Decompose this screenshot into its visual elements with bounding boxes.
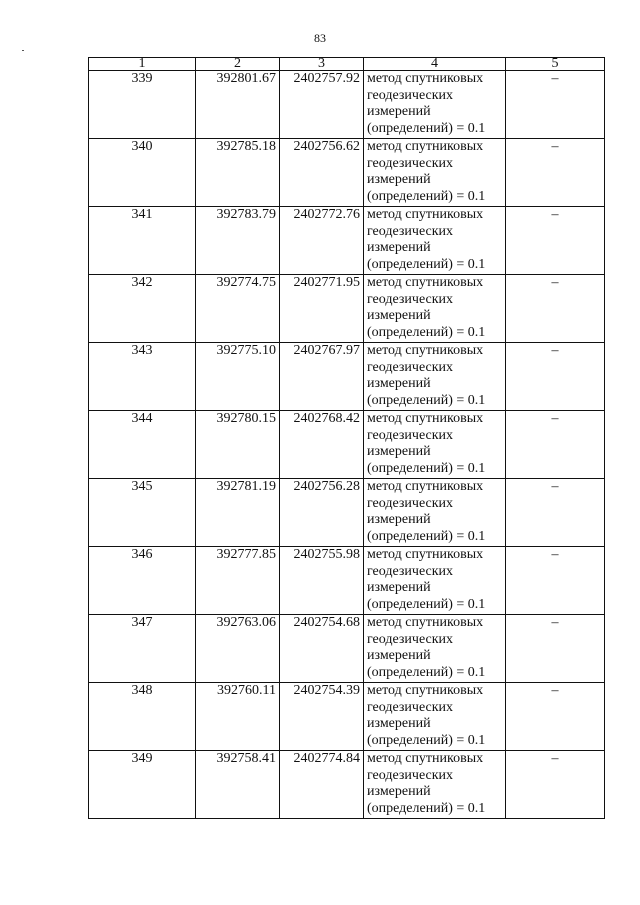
column-header: 2 [196, 58, 280, 71]
table-body [89, 58, 605, 819]
y-coordinate-cell: 2402756.28 [280, 479, 364, 547]
point-number-cell: 340 [89, 139, 196, 207]
method-text-line: геодезических [367, 223, 454, 239]
method-text-line: измерений [367, 376, 431, 392]
table-row [89, 751, 605, 819]
table-row [89, 683, 605, 751]
method-text-line: (определений) = 0.1 [367, 664, 486, 680]
method-text-line: (определений) = 0.1 [367, 256, 486, 272]
y-coordinate-cell: 2402755.98 [280, 547, 364, 615]
y-coordinate-cell: 2402757.92 [280, 71, 364, 139]
y-coordinate-cell: 2402767.97 [280, 343, 364, 411]
point-number-cell: 346 [89, 547, 196, 615]
x-coordinate-cell: 392783.79 [196, 207, 280, 275]
table-row [89, 343, 605, 411]
method-text-line: метод спутниковых [367, 615, 484, 630]
point-number-cell: 342 [89, 275, 196, 343]
description-cell: – [506, 411, 605, 479]
method-text-line: геодезических [367, 291, 454, 307]
method-text-line: (определений) = 0.1 [367, 392, 486, 408]
description-cell: – [506, 343, 605, 411]
x-coordinate-cell: 392780.15 [196, 411, 280, 479]
x-coordinate-cell: 392785.18 [196, 139, 280, 207]
table-header-row [89, 58, 605, 71]
method-text-line: измерений [367, 512, 431, 528]
x-coordinate-cell: 392777.85 [196, 547, 280, 615]
method-cell [364, 343, 506, 411]
point-number-cell: 343 [89, 343, 196, 411]
method-text-line: (определений) = 0.1 [367, 324, 486, 340]
point-number-cell: 348 [89, 683, 196, 751]
x-coordinate-cell: 392763.06 [196, 615, 280, 683]
method-text-line: метод спутниковых [367, 411, 484, 426]
method-text-line: метод спутниковых [367, 207, 484, 222]
method-cell [364, 275, 506, 343]
table-row [89, 207, 605, 275]
method-text-line: измерений [367, 172, 431, 188]
method-text-line: измерений [367, 580, 431, 596]
x-coordinate-cell: 392760.11 [196, 683, 280, 751]
point-number-cell: 341 [89, 207, 196, 275]
description-cell: – [506, 547, 605, 615]
table-row [89, 615, 605, 683]
method-text-line: (определений) = 0.1 [367, 732, 486, 748]
method-text-line: (определений) = 0.1 [367, 120, 486, 136]
y-coordinate-cell: 2402774.84 [280, 751, 364, 819]
method-text-line: метод спутниковых [367, 547, 484, 562]
x-coordinate-cell: 392775.10 [196, 343, 280, 411]
table-row [89, 479, 605, 547]
method-cell [364, 479, 506, 547]
y-coordinate-cell: 2402754.39 [280, 683, 364, 751]
description-cell: – [506, 139, 605, 207]
y-coordinate-cell: 2402768.42 [280, 411, 364, 479]
method-cell [364, 71, 506, 139]
x-coordinate-cell: 392801.67 [196, 71, 280, 139]
x-coordinate-cell: 392758.41 [196, 751, 280, 819]
method-text-line: (определений) = 0.1 [367, 596, 486, 612]
method-text-line: (определений) = 0.1 [367, 188, 486, 204]
method-cell [364, 207, 506, 275]
table-row [89, 547, 605, 615]
point-number-cell: 339 [89, 71, 196, 139]
point-number-cell: 347 [89, 615, 196, 683]
method-text-line: (определений) = 0.1 [367, 528, 486, 544]
method-cell [364, 411, 506, 479]
method-text-line: геодезических [367, 359, 454, 375]
x-coordinate-cell: 392781.19 [196, 479, 280, 547]
method-text-line: геодезических [367, 563, 454, 579]
method-text-line: геодезических [367, 699, 454, 715]
description-cell: – [506, 71, 605, 139]
method-cell [364, 139, 506, 207]
method-text-line: метод спутниковых [367, 343, 484, 358]
column-header: 1 [89, 58, 196, 71]
method-text-line: измерений [367, 240, 431, 256]
method-text-line: метод спутниковых [367, 479, 484, 494]
method-text-line: метод спутниковых [367, 71, 484, 86]
method-text-line: геодезических [367, 631, 454, 647]
method-text-line: измерений [367, 784, 431, 800]
description-cell: – [506, 479, 605, 547]
column-header: 4 [364, 58, 506, 71]
coordinates-table [88, 57, 605, 819]
description-cell: – [506, 615, 605, 683]
method-text-line: метод спутниковых [367, 139, 484, 154]
margin-mark [22, 50, 24, 51]
method-text-line: геодезических [367, 495, 454, 511]
method-text-line: измерений [367, 648, 431, 664]
method-text-line: метод спутниковых [367, 683, 484, 698]
column-header: 3 [280, 58, 364, 71]
y-coordinate-cell: 2402772.76 [280, 207, 364, 275]
y-coordinate-cell: 2402756.62 [280, 139, 364, 207]
table-row [89, 275, 605, 343]
method-text-line: измерений [367, 104, 431, 120]
method-text-line: геодезических [367, 767, 454, 783]
table-row [89, 411, 605, 479]
x-coordinate-cell: 392774.75 [196, 275, 280, 343]
page-number: 83 [314, 31, 326, 45]
method-text-line: геодезических [367, 87, 454, 103]
method-text-line: измерений [367, 444, 431, 460]
description-cell: – [506, 275, 605, 343]
point-number-cell: 349 [89, 751, 196, 819]
method-text-line: метод спутниковых [367, 275, 484, 290]
method-cell [364, 683, 506, 751]
point-number-cell: 345 [89, 479, 196, 547]
method-cell [364, 751, 506, 819]
method-text-line: метод спутниковых [367, 751, 484, 766]
column-header: 5 [506, 58, 605, 71]
description-cell: – [506, 683, 605, 751]
description-cell: – [506, 207, 605, 275]
description-cell: – [506, 751, 605, 819]
y-coordinate-cell: 2402771.95 [280, 275, 364, 343]
method-text-line: измерений [367, 308, 431, 324]
table-row [89, 71, 605, 139]
method-cell [364, 615, 506, 683]
method-text-line: геодезических [367, 155, 454, 171]
method-text-line: геодезических [367, 427, 454, 443]
method-text-line: (определений) = 0.1 [367, 460, 486, 476]
table-row [89, 139, 605, 207]
point-number-cell: 344 [89, 411, 196, 479]
method-text-line: (определений) = 0.1 [367, 800, 486, 816]
y-coordinate-cell: 2402754.68 [280, 615, 364, 683]
method-cell [364, 547, 506, 615]
method-text-line: измерений [367, 716, 431, 732]
